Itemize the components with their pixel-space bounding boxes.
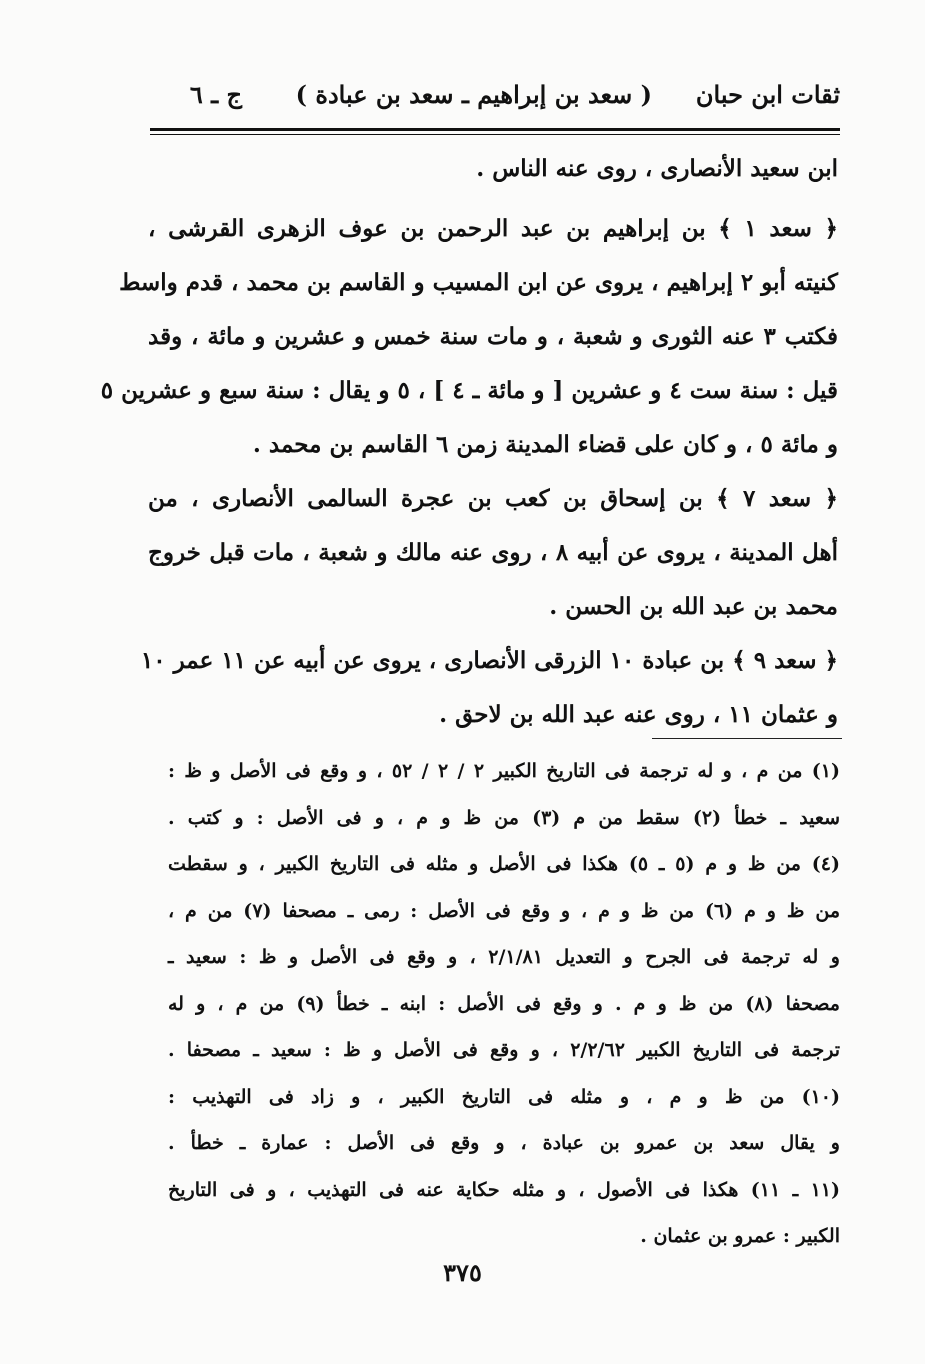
- footnote-line: سعيد ـ خطأ (٢) سقط من م (٣) من ظ و م ، و فى الأصل : و كتب .: [168, 806, 840, 829]
- footnote-line: من ظ و م (٦) من ظ و م ، و وقع فى الأصل : رمى ـ مصحفا (٧) من م ،: [168, 899, 840, 922]
- footnote-line: (١) من م ، و له ترجمة فى التاريخ الكبير ٢ / ٢ / ٥٢ ، و وقع فى الأصل و ظ :: [168, 760, 841, 782]
- footnote-line: (١٠) من ظ و م ، و مثله فى التاريخ الكبير ، و زاد فى التهذيب :: [168, 1085, 840, 1108]
- text-line: ﴿ سعد ٧ ﴾ بن إسحاق بن كعب بن عجرة السالمى الأنصارى ، من: [148, 485, 838, 512]
- header-rule-thick: [150, 128, 840, 131]
- header-volume: ج ـ ٦: [189, 80, 242, 109]
- header-entry-range: ( سعد بن إبراهيم ـ سعد بن عبادة ): [295, 80, 652, 109]
- text-line: فكتب ٣ عنه الثورى و شعبة ، و مات سنة خمس و عشرين و مائة ، وقد: [148, 323, 838, 350]
- header-book-title: ثقات ابن حبان: [695, 80, 840, 109]
- footnote-line: و يقال سعد بن عمرو بن عبادة ، و وقع فى الأصل : عمارة ـ خطأ .: [168, 1132, 840, 1154]
- main-text: [100, 142, 838, 742]
- footnotes: [168, 748, 840, 1260]
- text-line: أهل المدينة ، يروى عن أبيه ٨ ، روى عنه مالك و شعبة ، مات قبل خروج: [148, 539, 838, 566]
- footnote-separator: [652, 738, 842, 739]
- text-line: ﴿ سعد ٩ ﴾ بن عبادة ١٠ الزرقى الأنصارى ، يروى عن أبيه عن ١١ عمر ١٠: [140, 647, 838, 674]
- footnote-line: (٤) من ظ و م (٥ ـ ٥) هكذا فى الأصل و مثله فى التاريخ الكبير ، و سقطت: [168, 853, 840, 875]
- header-rule-thin: [150, 134, 840, 135]
- text-line: ابن سعيد الأنصارى ، روى عنه الناس .: [476, 155, 838, 182]
- footnote-line: الكبير : عمرو بن عثمان .: [640, 1225, 840, 1247]
- text-line: ﴿ سعد ١ ﴾ بن إبراهيم بن عبد الرحمن بن عوف الزهرى القرشى ،: [148, 215, 838, 242]
- text-line: كنيته أبو ٢ إبراهيم ، يروى عن ابن المسيب و القاسم بن محمد ، قدم واسط: [119, 269, 838, 296]
- footnote-line: ترجمة فى التاريخ الكبير ٢/٢/٦٢ ، و وقع فى الأصل و ظ : سعيد ـ مصحفا .: [168, 1039, 840, 1061]
- text-line: و عثمان ١١ ، روى عنه عبد الله بن لاحق .: [439, 701, 838, 728]
- footnote-line: مصحفا (٨) من ظ و م . و وقع فى الأصل : ابنه ـ خطأ (٩) من م ، و له: [168, 992, 840, 1015]
- text-line: قيل : سنة ست ٤ و عشرين [ و مائة ـ ٤ ] ، ٥ و يقال : سنة سبع و عشرين ٥: [100, 377, 838, 404]
- text-line: و مائة ٥ ، و كان على قضاء المدينة زمن ٦ القاسم بن محمد .: [252, 431, 838, 458]
- text-line: محمد بن عبد الله بن الحسن .: [549, 593, 838, 620]
- footnote-line: (١١ ـ ١١) هكذا فى الأصول ، و مثله حكاية عنه فى التهذيب ، و فى التاريخ: [168, 1178, 841, 1201]
- footnote-line: و له ترجمة فى الجرح و التعديل ٢/١/٨١ ، و وقع فى الأصل و ظ : سعيد ـ: [168, 946, 840, 968]
- running-header: [150, 72, 840, 122]
- page-number: ٣٧٥: [443, 1258, 482, 1287]
